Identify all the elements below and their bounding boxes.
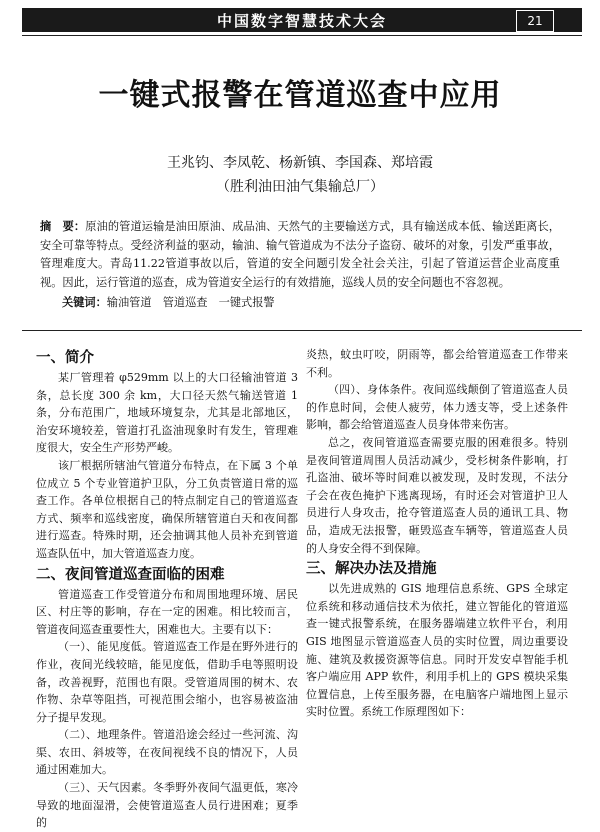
paragraph: （二）、地理条件。管道沿途会经过一些河流、沟渠、农田、斜坡等，在夜间视线不良的情况下，人员通过困难加大。 — [36, 728, 298, 777]
section-heading: 一、简介 — [36, 350, 94, 366]
header-rule — [22, 35, 582, 36]
paragraph: 总之，夜间管道巡查需要克服的困难很多。特别是夜间管道周围人员活动减少，受杉树条件影响，打孔盗油、破坏等时间难以被发现，及时发现，不法分子会在夜色掩护下逃离现场，有时还会对管道护卫人员进行人身攻击，抢夺管道巡查人员的通讯工具、物品，造成无法报警，砸毁巡查车辆等，管道巡查人员的人身安全得不到保障。 — [306, 435, 568, 555]
paragraph: 管道巡查工作受管道分布和周围地理环境、居民区、村庄等的影响，存在一定的困难。相比较而言，管道夜间巡查重要性大，困难也大。主要有以下： — [36, 587, 298, 636]
journal-header — [22, 8, 582, 32]
paragraph: 该厂根据所辖油气管道分布特点，在下属 3 个单位成立 5 个专业管道护卫队，分工负责管道日常的巡查工作。各单位根据自己的特点制定自己的管道巡查方式、频率和巡线密度，确保所辖管道白天和夜间都进行巡查。特殊时期，还会抽调其他人员补充到管道巡查队伍中，加大管道巡查力度。 — [36, 458, 298, 560]
page-number: 21 — [516, 10, 554, 32]
journal-name: 中国数字智慧技术大会 — [216, 12, 387, 30]
abstract-divider — [22, 330, 582, 331]
paragraph: （四）、身体条件。夜间巡线颠倒了管道巡查人员的作息时间，会使人疲劳，体力透支等，受上述条件影响，都会给管道巡查人员身体带来伤害。 — [306, 383, 568, 432]
section-heading: 二、夜间管道巡查面临的困难 — [36, 566, 225, 583]
paragraph: 某厂管理着 φ529mm 以上的大口径输油管道 3 条，总长度 300 余 km，大口径天然气输送管道 1 条，分布范围广，地域环境复杂，尤其是北部地区，治安环境较差，管道打孔盗油现象时有发生，管理难度很大，安全生产形势严峻。 — [36, 371, 298, 455]
abstract-label: 摘 要： — [40, 220, 86, 233]
paragraph: （一）、能见度低。管道巡查工作是在野外进行的作业，夜间光线较暗，能见度低，借助手电等照明设备，改善视野，范围也有限。受管道周围的树木、农作物、杂草等阻挡，可视范围会缩小，也容易被盗油分子提早发现。 — [36, 640, 298, 724]
abstract — [40, 218, 560, 292]
keywords-label: 关键词： — [62, 296, 107, 309]
paragraph: （三）、天气因素。冬季野外夜间气温更低，寒冷导致的地面湿滑，会使管道巡查人员行进困难；夏季的 — [36, 781, 298, 830]
paragraph: 炎热，蚊虫叮咬，阴雨等，都会给管道巡查工作带来不利。 — [306, 348, 568, 379]
keywords — [62, 294, 275, 310]
paragraph: 以先进成熟的 GIS 地理信息系统、GPS 全球定位系统和移动通信技术为依托，建立智能化的管道巡查一键式报警系统，在服务器端建立软件平台，利用 GIS 地图显示管道巡查人员的实时位置，周边重要设施、建筑及救援资源等信息。同时开发安卓智能手机客户端应用 APP 软件，利用手机上的 GPS 模块采集位置信息，上传至服务器，在电脑客户端地图上显示实时位置。系统工作原理图如下： — [306, 582, 568, 719]
left-column — [36, 346, 298, 832]
abstract-text: 原油的管道运输是油田原油、成品油、天然气的主要输送方式，具有输送成本低、输送距离长，安全可靠等特点。受经济利益的驱动，输油、输气管道成为不法分子盗窃、破坏的对象，引发严重事故，管理难度大。青岛11.22管道事故以后，管道的安全问题引发全社会关注，引起了管道运营企业高度重视。因此，运行管道的巡查，成为管道安全运行的有效措施，巡线人员的安全问题也不容忽视。 — [40, 220, 560, 289]
right-column — [306, 346, 568, 721]
affiliation: （胜利油田油气集输总厂） — [216, 179, 384, 195]
authors: 王兆钧、李凤乾、杨新镇、李国森、郑培霞 — [167, 155, 433, 171]
keywords-text: 输油管道 管道巡查 一键式报警 — [106, 296, 275, 309]
section-heading: 三、解决办法及措施 — [306, 561, 437, 578]
paper-title: 一键式报警在管道巡查中应用 — [98, 78, 502, 113]
